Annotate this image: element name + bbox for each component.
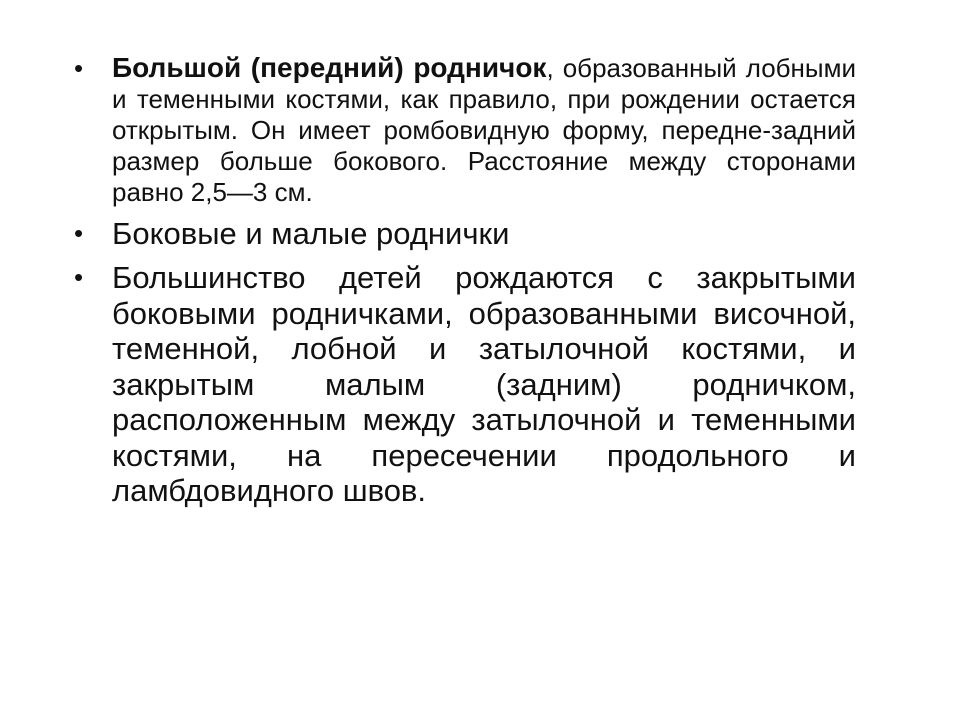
bullet-body-text: Боковые и малые роднички <box>112 216 510 251</box>
bullet-dot-icon: • <box>74 262 84 292</box>
bullet-body-text: Большинство детей рождаются с закрытыми боковыми родничками, образованными височной, теменной, лобной и затылочной костями, и закрытым малым (задним) родничком, расположенным между затылочной и теменными костями, на пересечении продольного и ламбдовидного швов. <box>112 260 856 508</box>
bullet-item-anterior-fontanelle <box>70 52 856 208</box>
bullet-dot-icon: • <box>74 218 84 248</box>
bullet-list <box>70 52 856 509</box>
bullet-dot-icon: • <box>74 53 84 83</box>
bullet-item-most-children <box>70 260 856 509</box>
bullet-item-lateral-fontanelles <box>70 216 856 252</box>
bullet-lead-text: Большой (передний) родничок <box>112 52 547 83</box>
bullet-body-text: , образованный лобными и теменными костями, как правило, при рождении остается открытым. Он имеет ромбовидную форму, передне-задний размер больше бокового. Расстояние между сторонами равно 2,5—3 см. <box>112 53 856 207</box>
